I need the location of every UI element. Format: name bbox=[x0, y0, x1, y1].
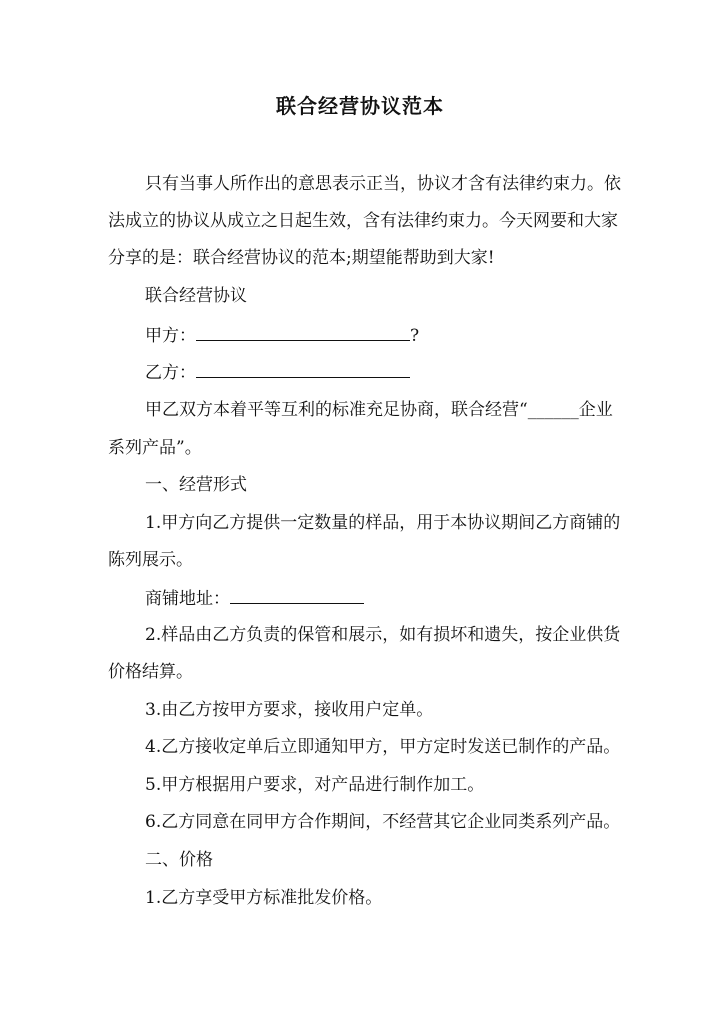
item-6: 6.乙方同意在同甲方合作期间，不经营其它企业同类系列产品。 bbox=[145, 812, 621, 832]
party-a-label: 甲方： bbox=[145, 326, 196, 346]
party-a-suffix: ? bbox=[410, 326, 420, 346]
item-4: 4.乙方接收定单后立即通知甲方，甲方定时发送已制作的产品。 bbox=[145, 737, 621, 757]
agreement-subtitle: 联合经营协议 bbox=[145, 286, 247, 306]
party-b-label: 乙方： bbox=[145, 363, 196, 383]
item-2-line-2: 价格结算。 bbox=[108, 662, 193, 682]
item-3: 3.由乙方按甲方要求，接收用户定单。 bbox=[145, 700, 434, 720]
item-1-line-2: 陈列展示。 bbox=[108, 550, 193, 570]
shop-address-label: 商铺地址： bbox=[145, 589, 230, 609]
item-2-line-1: 2.样品由乙方负责的保管和展示，如有损坏和遗失，按企业供货 bbox=[145, 625, 621, 645]
paragraph-1-line-2: 系列产品”。 bbox=[108, 438, 202, 458]
shop-address-blank bbox=[230, 586, 364, 604]
item-5: 5.甲方根据用户要求，对产品进行制作加工。 bbox=[145, 775, 485, 795]
party-b-line bbox=[145, 360, 410, 385]
document-title: 联合经营协议范本 bbox=[276, 94, 444, 118]
price-item-1: 1.乙方享受甲方标准批发价格。 bbox=[145, 888, 383, 908]
intro-line-1: 只有当事人所作出的意思表示正当，协议才含有法律约束力。依 bbox=[145, 174, 621, 194]
party-a-blank bbox=[196, 323, 410, 341]
item-1-line-1: 1.甲方向乙方提供一定数量的样品，用于本协议期间乙方商铺的 bbox=[145, 513, 621, 533]
section-1-heading: 一、经营形式 bbox=[145, 475, 247, 495]
shop-address-line bbox=[145, 586, 364, 611]
party-b-blank bbox=[196, 360, 410, 378]
intro-line-2: 法成立的协议从成立之日起生效，含有法律约束力。今天网要和大家 bbox=[108, 211, 618, 231]
intro-line-3: 分享的是：联合经营协议的范本;期望能帮助到大家! bbox=[108, 248, 495, 268]
section-2-heading: 二、价格 bbox=[145, 850, 213, 870]
paragraph-1-line-1: 甲乙双方本着平等互利的标准充足协商，联合经营“______企业 bbox=[145, 400, 613, 420]
party-a-line bbox=[145, 323, 419, 348]
